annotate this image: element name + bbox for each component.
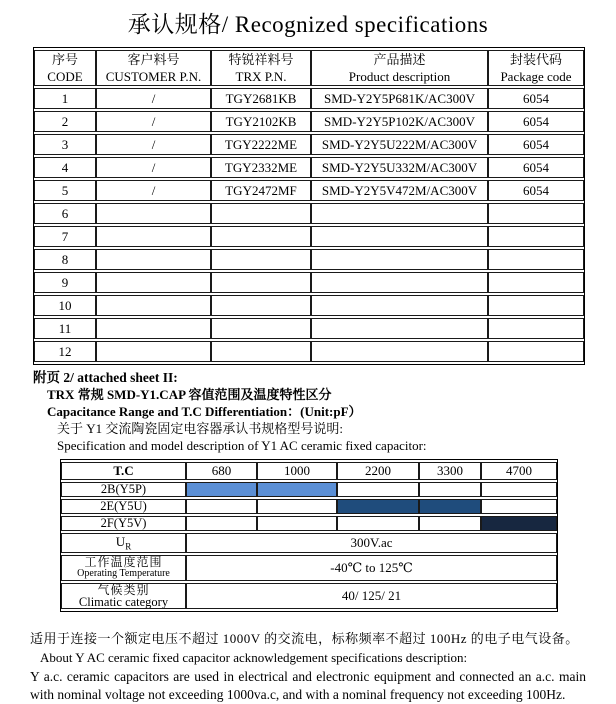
empty-cell xyxy=(186,499,257,514)
label-zh: 气候类别 xyxy=(97,582,150,597)
table-row xyxy=(34,157,584,178)
customer-pn-cell: / xyxy=(96,157,211,178)
header-en: CUSTOMER P.N. xyxy=(105,69,202,84)
range-title-zh: TRX 常规 SMD-Y1.CAP 容值范围及温度特性区分 xyxy=(47,387,332,402)
description-cell: SMD-Y2Y5U332M/AC300V xyxy=(311,157,488,178)
rated-voltage-row xyxy=(61,533,557,553)
trx-pn-cell: TGY2472MF xyxy=(211,180,311,201)
capacitance-header-3300: 3300 xyxy=(419,462,481,480)
footer-about-line: About Y AC ceramic fixed capacitor acknowledgement specifications description: xyxy=(40,649,468,665)
label-zh: 工作温度范围 xyxy=(84,554,163,569)
package-cell xyxy=(488,341,584,362)
description-cell xyxy=(311,341,488,362)
description-cell: SMD-Y2Y5P681K/AC300V xyxy=(311,88,488,109)
package-cell xyxy=(488,226,584,247)
description-cell xyxy=(311,272,488,293)
table-row xyxy=(34,249,584,270)
spec-note-zh: 关于 Y1 交流陶瓷固定电容器承认书规格型号说明: xyxy=(57,421,344,436)
tc-header-row xyxy=(61,462,557,480)
trx-pn-cell xyxy=(211,226,311,247)
customer-pn-cell: / xyxy=(96,111,211,132)
code-cell: 12 xyxy=(34,341,96,362)
customer-pn-cell xyxy=(96,272,211,293)
customer-pn-cell: / xyxy=(96,180,211,201)
description-cell: SMD-Y2Y5U222M/AC300V xyxy=(311,134,488,155)
package-cell: 6054 xyxy=(488,157,584,178)
header-zh: 客户料号 xyxy=(127,52,180,67)
table-row xyxy=(34,318,584,339)
capacitance-header-1000: 1000 xyxy=(257,462,337,480)
header-en: CODE xyxy=(47,69,83,84)
empty-cell xyxy=(419,516,481,531)
trx-pn-cell xyxy=(211,249,311,270)
code-cell: 10 xyxy=(34,295,96,316)
trx-pn-cell xyxy=(211,295,311,316)
header-zh: 序号 xyxy=(51,52,78,67)
code-cell: 8 xyxy=(34,249,96,270)
customer-pn-cell xyxy=(96,341,211,362)
code-cell: 5 xyxy=(34,180,96,201)
description-cell xyxy=(311,295,488,316)
code-cell: 7 xyxy=(34,226,96,247)
trx-pn-cell: TGY2222ME xyxy=(211,134,311,155)
table-row xyxy=(34,180,584,201)
table-row xyxy=(34,295,584,316)
attached-sheet-heading: 附页 2/ attached sheet II: xyxy=(33,370,178,385)
table-row xyxy=(34,134,584,155)
code-cell: 3 xyxy=(34,134,96,155)
operating-temperature-value: -40℃ to 125℃ xyxy=(186,555,557,581)
capacitance-header-2200: 2200 xyxy=(337,462,419,480)
empty-cell xyxy=(337,516,419,531)
header-zh: 产品描述 xyxy=(373,52,426,67)
description-cell: SMD-Y2Y5P102K/AC300V xyxy=(311,111,488,132)
trx-pn-cell: TGY2681KB xyxy=(211,88,311,109)
rated-voltage-value: 300V.ac xyxy=(186,533,557,553)
footer-line-zh: 适用于连接一个额定电压不超过 1000V 的交流电，标称频率不超过 100Hz 的电子电气设备。 xyxy=(30,630,579,646)
table-header-row xyxy=(34,50,584,86)
package-cell xyxy=(488,249,584,270)
trx-pn-cell: TGY2102KB xyxy=(211,111,311,132)
code-cell: 4 xyxy=(34,157,96,178)
label-en: Operating Temperature xyxy=(77,567,170,579)
customer-pn-cell: / xyxy=(96,134,211,155)
tc-row-y5p xyxy=(61,482,557,497)
column-header-customer-pn xyxy=(96,50,211,86)
code-cell: 2 xyxy=(34,111,96,132)
package-cell: 6054 xyxy=(488,134,584,155)
description-cell xyxy=(311,203,488,224)
table-row xyxy=(34,272,584,293)
tc-column-header: T.C xyxy=(61,462,186,480)
column-header-trx-pn xyxy=(211,50,311,86)
label-en: Climatic category xyxy=(78,594,169,609)
tc-row-y5u xyxy=(61,499,557,514)
operating-temperature-label xyxy=(61,555,186,581)
fill-cell-y5u xyxy=(337,499,419,514)
description-cell xyxy=(311,226,488,247)
climatic-category-label xyxy=(61,583,186,609)
customer-pn-cell xyxy=(96,249,211,270)
header-en: TRX P.N. xyxy=(235,69,287,84)
ur-base: U xyxy=(115,534,126,549)
ur-sub: R xyxy=(125,541,132,552)
recognized-specifications-table xyxy=(33,47,585,365)
climatic-category-value: 40/ 125/ 21 xyxy=(186,583,557,609)
description-cell xyxy=(311,249,488,270)
trx-pn-cell: TGY2332ME xyxy=(211,157,311,178)
column-header-package-code xyxy=(488,50,584,86)
description-cell xyxy=(311,318,488,339)
empty-cell xyxy=(481,499,557,514)
tc-row-label: 2B(Y5P) xyxy=(61,482,186,497)
fill-cell-y5p xyxy=(257,482,337,497)
footer-description: Y a.c. ceramic capacitors are used in electrical and electronic equipment and connected an a.c. main with nominal voltage not exceeding 1000va.c, and with a nominal frequency not exceeding 100Hz. xyxy=(30,668,586,702)
empty-cell xyxy=(419,482,481,497)
climatic-category-row xyxy=(61,583,557,609)
code-cell: 1 xyxy=(34,88,96,109)
header-zh: 封装代码 xyxy=(509,52,562,67)
customer-pn-cell xyxy=(96,226,211,247)
code-cell: 11 xyxy=(34,318,96,339)
rated-voltage-label xyxy=(61,533,186,553)
table-row xyxy=(34,88,584,109)
tc-row-label: 2E(Y5U) xyxy=(61,499,186,514)
package-cell: 6054 xyxy=(488,180,584,201)
code-cell: 6 xyxy=(34,203,96,224)
package-cell xyxy=(488,295,584,316)
package-cell: 6054 xyxy=(488,88,584,109)
empty-cell xyxy=(186,516,257,531)
table-row xyxy=(34,111,584,132)
empty-cell xyxy=(481,482,557,497)
package-cell xyxy=(488,203,584,224)
customer-pn-cell: / xyxy=(96,88,211,109)
empty-cell xyxy=(257,516,337,531)
description-cell: SMD-Y2Y5V472M/AC300V xyxy=(311,180,488,201)
capacitance-header-680: 680 xyxy=(186,462,257,480)
attached-sheet-section xyxy=(0,369,616,454)
operating-temperature-row xyxy=(61,555,557,581)
package-cell xyxy=(488,272,584,293)
range-title-en: Capacitance Range and T.C Differentiation：(Unit:pF） xyxy=(47,404,362,419)
table-row xyxy=(34,203,584,224)
tc-differentiation-table xyxy=(60,459,558,612)
tc-row-y5v xyxy=(61,516,557,531)
fill-cell-y5p xyxy=(186,482,257,497)
tc-row-label: 2F(Y5V) xyxy=(61,516,186,531)
table-row xyxy=(34,341,584,362)
trx-pn-cell xyxy=(211,203,311,224)
trx-pn-cell xyxy=(211,272,311,293)
customer-pn-cell xyxy=(96,203,211,224)
capacitance-header-4700: 4700 xyxy=(481,462,557,480)
header-zh: 特锐祥料号 xyxy=(228,52,294,67)
column-header-description xyxy=(311,50,488,86)
spec-note-en: Specification and model description of Y1 AC ceramic fixed capacitor: xyxy=(57,438,427,453)
page-title: 承认规格/ Recognized specifications xyxy=(127,12,489,37)
trx-pn-cell xyxy=(211,318,311,339)
fill-cell-y5v xyxy=(481,516,557,531)
column-header-code xyxy=(34,50,96,86)
package-cell xyxy=(488,318,584,339)
table-row xyxy=(34,226,584,247)
header-en: Product description xyxy=(348,69,451,84)
fill-cell-y5u xyxy=(419,499,481,514)
code-cell: 9 xyxy=(34,272,96,293)
package-cell: 6054 xyxy=(488,111,584,132)
empty-cell xyxy=(257,499,337,514)
customer-pn-cell xyxy=(96,295,211,316)
empty-cell xyxy=(337,482,419,497)
trx-pn-cell xyxy=(211,341,311,362)
header-en: Package code xyxy=(500,69,572,84)
footer-paragraph xyxy=(0,628,616,704)
customer-pn-cell xyxy=(96,318,211,339)
